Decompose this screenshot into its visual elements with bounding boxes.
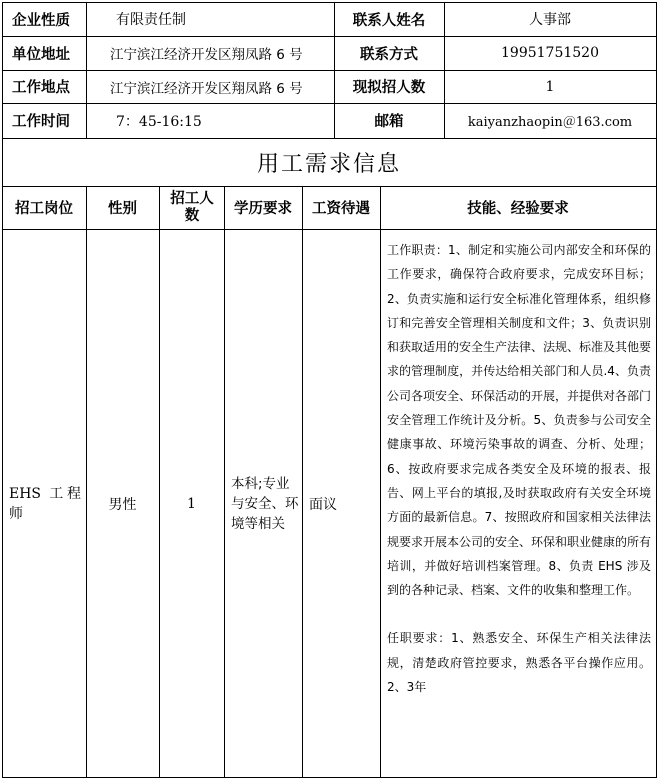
- row-position: EHS 工程师: [9, 486, 81, 522]
- rule-right: [656, 2, 657, 778]
- rule-info-a: [86, 2, 87, 138]
- section-title: 用工需求信息: [256, 151, 401, 177]
- row-salary: 面议: [309, 497, 337, 513]
- contact-name-label: 联系人姓名: [352, 12, 426, 29]
- work-location-value: 江宁滨江经济开发区翔凤路 6 号: [110, 80, 303, 97]
- row-headcount: 1: [187, 496, 196, 512]
- address-value: 江宁滨江经济开发区翔凤路 6 号: [110, 47, 303, 63]
- row-gender: 男性: [108, 497, 137, 513]
- rule-col-1: [86, 186, 87, 778]
- work-hours-value: 7：45-16:15: [116, 113, 202, 130]
- col-education-header: 学历要求: [234, 201, 292, 217]
- contact-method-label: 联系方式: [360, 46, 418, 63]
- work-hours-label: 工作时间: [12, 114, 70, 130]
- col-salary-header: 工资待遇: [312, 201, 370, 217]
- company-type-label: 企业性质: [12, 12, 70, 29]
- skills-duties: 工作职责：1、制定和实施公司内部安全和环保的工作要求，确保符合政府要求，完成安环目标；2、负责实施和运行安全标准化管理体系，组织修订和完善安全管理相关制度和文件；3、负责识别和获取适用的安全生产法律、法规、标准及其他要求的管理制度，并传达给相关部门和人员.4、负责公司各项安全、环保活动的开展，并提供对各部门安全管理工作统计及分析。5、负责参与公司安全健康事故、环境污染事故的调查、分析、处理；6、按政府要求完成各类安全及环境的报表、报告、网上平台的填报,及时获取政府有关安全环境方面的最新信息。7、按照政府和国家相关法律法规要求开展本公司的安全、环保和职业健康的所有培训，并做好培训档案管理。8、负责 EHS 涉及到的各种记录、档案、文件的收集和整理工作。: [387, 243, 652, 598]
- col-position-header: 招工岗位: [15, 201, 73, 217]
- work-location-label: 工作地点: [12, 80, 70, 96]
- rule-col-2: [159, 186, 160, 778]
- rule-6: [2, 229, 656, 230]
- row-education: 本科;专业与安全、环境等相关: [231, 476, 299, 532]
- email-value: kaiyanzhaopin＠163.com: [467, 115, 633, 130]
- contact-name-value: 人事部: [529, 12, 571, 28]
- col-skills-header: 技能、经验要求: [467, 201, 569, 217]
- row-skills: [387, 238, 651, 699]
- rule-col-5: [380, 186, 381, 778]
- skills-requirements: 任职要求：1、熟悉安全、环保生产相关法律法规，清楚政府管控要求，熟悉各平台操作应用。2、3年: [387, 631, 651, 695]
- col-gender-header: 性别: [108, 201, 137, 217]
- email-label: 邮箱: [374, 114, 404, 130]
- company-type-value: 有限责任制: [116, 12, 186, 28]
- rule-bottom: [2, 777, 656, 778]
- rule-col-4: [302, 186, 303, 778]
- address-label: 单位地址: [12, 46, 70, 63]
- planned-hires-label: 现拟招人数: [352, 80, 426, 96]
- rule-left: [2, 2, 3, 778]
- col-headcount-header: 招工人数: [170, 190, 214, 224]
- rule-col-3: [224, 186, 225, 778]
- planned-hires-value: 1: [545, 78, 555, 95]
- contact-method-value: 19951751520: [501, 45, 599, 61]
